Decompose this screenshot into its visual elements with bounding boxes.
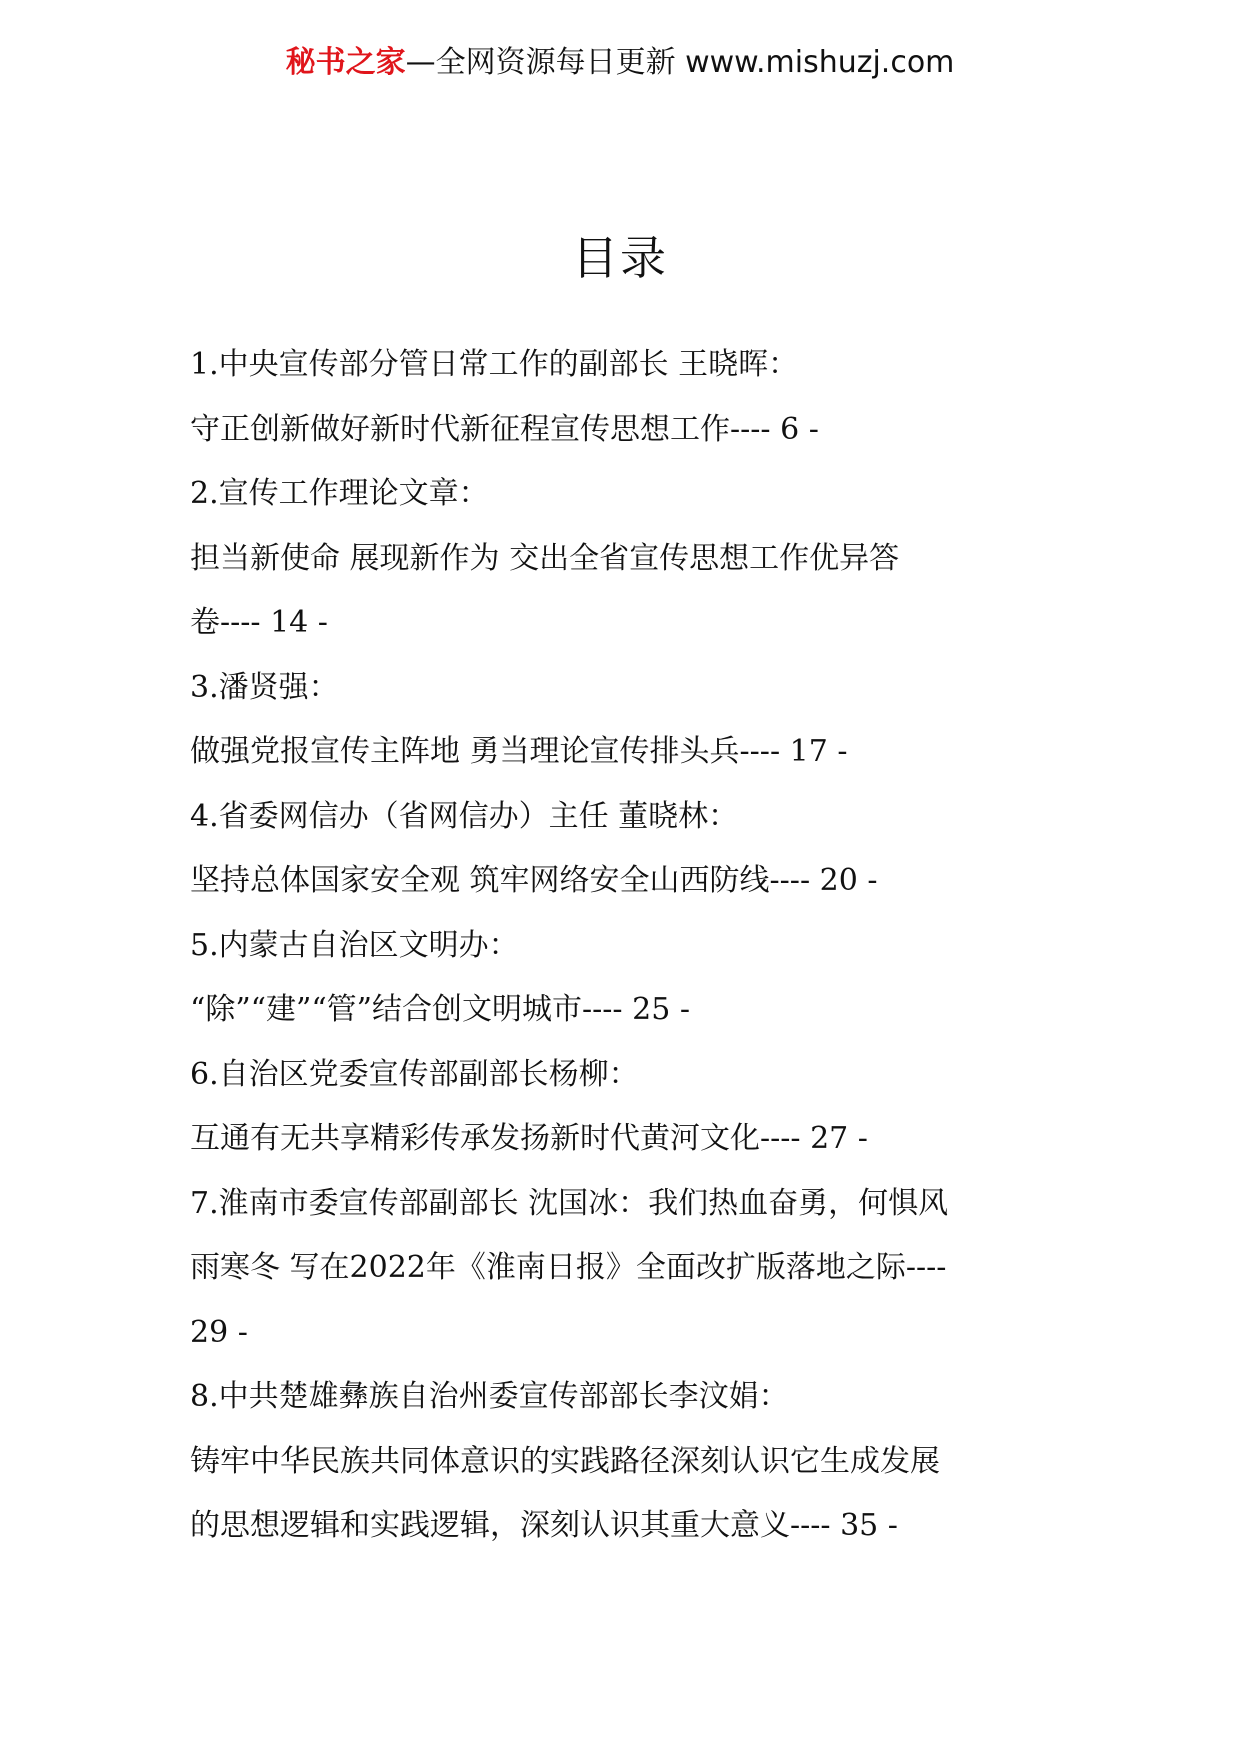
toc-entry-8-title-cont: 的思想逻辑和实践逻辑，深刻认识其重大意义---- 35 - [190, 1508, 898, 1543]
toc-entry-7-heading: 7.淮南市委宣传部副部长 沈国冰：我们热血奋勇，何惧风 [190, 1185, 949, 1221]
toc-entry-7-title: 雨寒冬 写在2022年《淮南日报》全面改扩版落地之际---- [190, 1250, 947, 1285]
toc-entry-4-title: 坚持总体国家安全观 筑牢网络安全山西防线---- 20 - [190, 863, 878, 898]
toc-entry-6-title: 互通有无共享精彩传承发扬新时代黄河文化---- 27 - [190, 1121, 868, 1156]
toc-entry-6-heading: 6.自治区党委宣传部副部长杨柳： [190, 1056, 639, 1092]
toc-entry-7-page: 29 - [190, 1314, 248, 1350]
toc-entry-1-heading: 1.中央宣传部分管日常工作的副部长 王晓晖： [190, 347, 799, 382]
toc-entry-3-heading: 3.潘贤强： [190, 669, 339, 705]
toc-entry-3-title: 做强党报宣传主阵地 勇当理论宣传排头兵---- 17 - [190, 734, 848, 769]
site-header [0, 40, 1240, 86]
toc-entry-5-title: “除”“建”“管”结合创文明城市---- 25 - [190, 992, 690, 1027]
toc-entry-2-title-cont: 卷---- 14 - [190, 605, 328, 640]
site-tagline: —全网资源每日更新 www.mishuzj.com [405, 45, 955, 80]
toc-entry-8-title: 铸牢中华民族共同体意识的实践路径深刻认识它生成发展 [190, 1443, 940, 1479]
toc-entry-2-title: 担当新使命 展现新作为 交出全省宣传思想工作优异答 [190, 540, 900, 576]
page-title: 目录 [572, 231, 668, 285]
table-of-contents [190, 333, 1060, 1559]
site-brand: 秘书之家 [285, 45, 406, 80]
toc-entry-8-heading: 8.中共楚雄彝族自治州委宣传部部长李汶娟： [190, 1379, 789, 1414]
toc-entry-2-heading: 2.宣传工作理论文章： [190, 476, 489, 511]
toc-entry-1-title: 守正创新做好新时代新征程宣传思想工作---- 6 - [190, 411, 819, 447]
toc-entry-5-heading: 5.内蒙古自治区文明办： [190, 927, 519, 963]
toc-entry-4-heading: 4.省委网信办（省网信办）主任 董晓林： [190, 798, 739, 834]
